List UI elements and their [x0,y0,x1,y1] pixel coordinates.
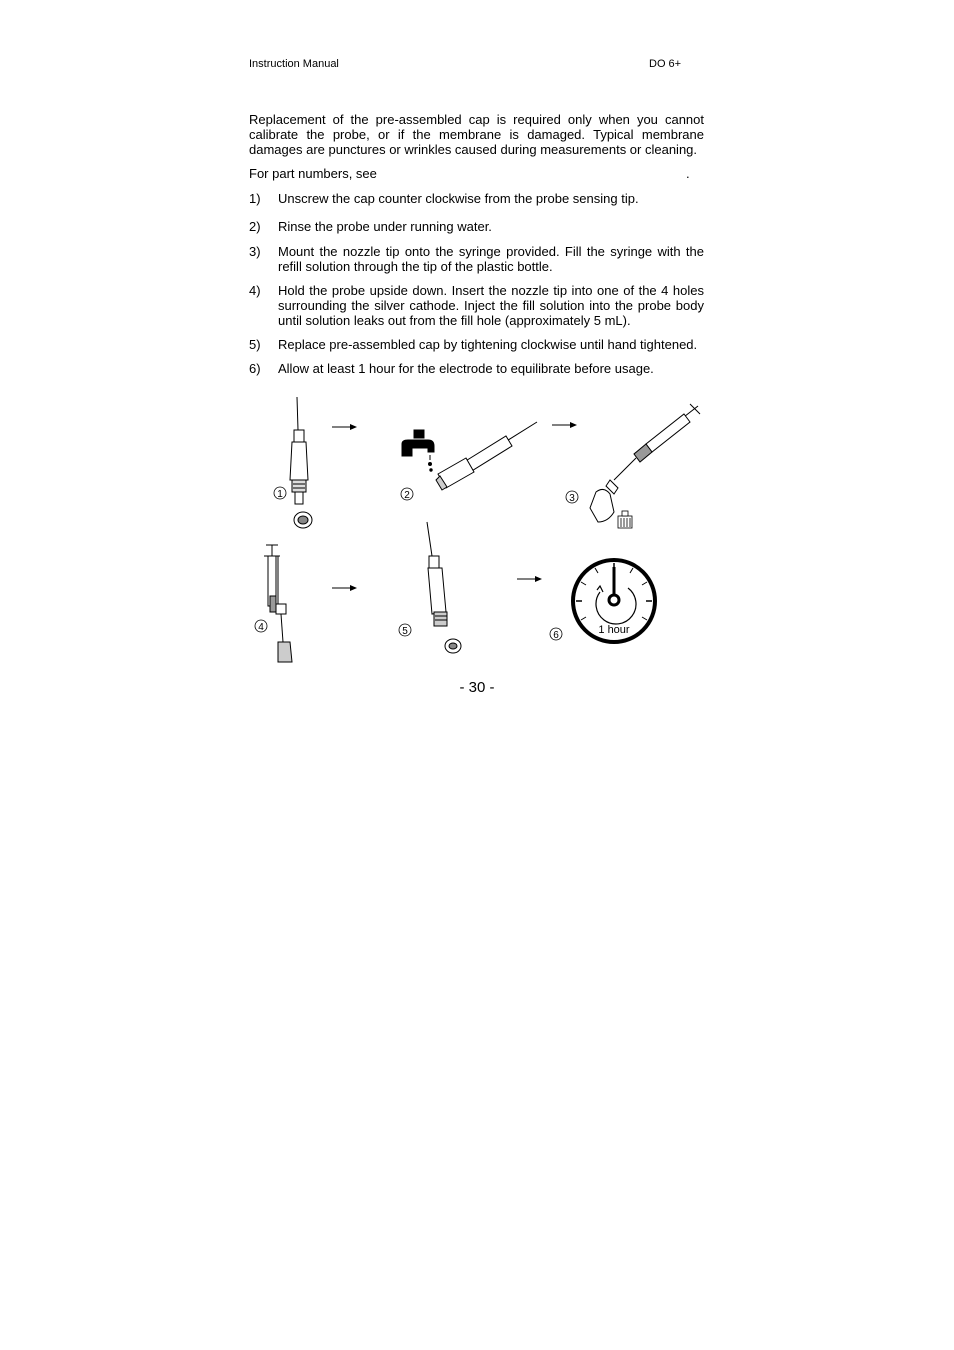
clock-label: 1 hour [598,624,630,636]
step-badge-2 [401,488,413,501]
step-number: 2) [249,219,261,234]
probe-icon [427,522,461,653]
part-numbers-text: For part numbers, see [249,166,377,181]
step-text: Mount the nozzle tip onto the syringe provided. Fill the syringe with the refill solution through the tip of the plastic bottle. [278,244,704,274]
step-number: 6) [249,361,261,376]
step-badge-6 [550,628,562,641]
step-text: Allow at least 1 hour for the electrode to equilibrate before usage. [278,361,654,376]
step-badge-label: 1 [277,489,283,500]
step-number: 3) [249,244,261,259]
syringe-icon [614,404,700,480]
step-number: 5) [249,337,261,352]
probe-icon [436,422,537,490]
step-text: Replace pre-assembled cap by tightening clockwise until hand tightened. [278,337,698,352]
step-number: 4) [249,283,261,298]
step-badge-label: 3 [569,493,575,504]
bottle-icon [590,480,618,522]
step-badge-3 [566,491,578,504]
probe-icon [290,397,312,528]
header-model: DO 6+ [649,58,682,70]
step-badge-label: 4 [258,622,264,633]
step-number: 1) [249,191,261,206]
step-badge-label: 6 [553,630,559,641]
bottle-small-icon [618,511,632,528]
step-badge-1 [274,487,286,500]
faucet-icon [402,430,434,471]
syringe-icon [264,545,292,662]
step-badge-4 [255,620,267,633]
step-badge-5 [399,624,411,637]
clock-icon [573,560,655,642]
step-text: Rinse the probe under running water. [278,219,492,234]
step-badge-label: 2 [404,490,410,501]
intro-paragraph: Replacement of the pre-assembled cap is required only when you cannot calibrate the probe, or if the membrane is damaged. Typical membrane damages are punctures or wrinkles caused during measurements or cleaning. [249,112,704,157]
page-number: - 30 - [459,679,495,696]
step-text: Hold the probe upside down. Insert the nozzle tip into one of the 4 holes surrounding the silver cathode. Inject the fill solution into the probe body until solution leaks out from the fill hole (approximately 5 mL). [278,283,704,328]
step-badge-label: 5 [402,626,408,637]
header-title: Instruction Manual [249,58,339,70]
part-numbers-period: . [686,166,690,181]
step-text: Unscrew the cap counter clockwise from the probe sensing tip. [278,191,639,206]
